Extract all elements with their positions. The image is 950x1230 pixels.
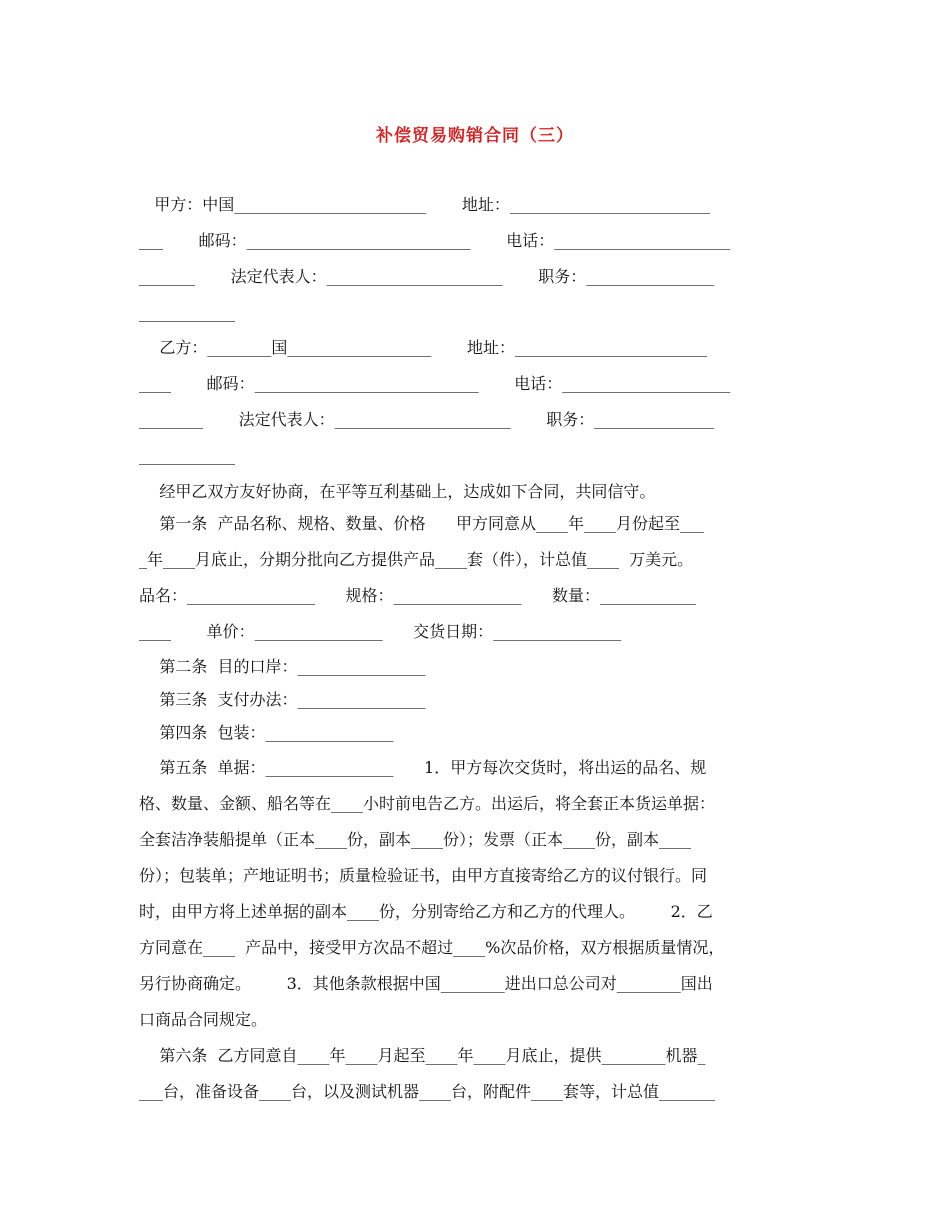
article-5-line-8: 口商品合同规定。	[139, 1010, 268, 1029]
article-6-line-2: ___台，准备设备____台，以及测试机器____台，附配件____套等，计总值_______	[139, 1082, 716, 1101]
party-a-line-4: ____________	[139, 303, 235, 322]
preamble: 经甲乙双方友好协商，在平等互利基础上，达成如下合同，共同信守。	[139, 482, 656, 501]
article-5-line-5: 时，由甲方将上述单据的副本____份，分别寄给乙方和乙方的代理人。 2．乙	[139, 902, 713, 921]
party-a-line-2: ___ 邮码：____________________________ 电话：______________________	[139, 231, 731, 250]
party-b-line-1: 乙方：________国__________________ 地址：________________________	[139, 338, 707, 357]
article-5-line-2: 格、数量、金额、船名等在____小时前电告乙方。出运后，将全套正本货运单据：	[139, 794, 716, 813]
article-1-line-1: 第一条 产品名称、规格、数量、价格 甲方同意从____年____月份起至___	[139, 514, 705, 533]
article-5-line-6: 方同意在____ 产品中，接受甲方次品不超过____%次品价格，双方根据质量情况，	[139, 938, 725, 957]
article-5-line-1: 第五条 单据：________________ 1．甲方每次交货时，将出运的品名、规	[139, 758, 707, 777]
party-b-line-4: ____________	[139, 446, 235, 465]
article-5-line-4: 份）；包装单；产地证明书；质量检验证书，由甲方直接寄给乙方的议付银行。同	[139, 866, 708, 885]
article-5-line-3: 全套洁净装船提单（正本____份，副本____份）；发票（正本____份，副本____	[139, 830, 692, 849]
article-1-line-2: _年____月底止，分期分批向乙方提供产品____套（件），计总值____ 万美元。	[139, 550, 694, 569]
article-3: 第三条 支付办法：________________	[139, 690, 426, 709]
article-1-line-4: ____ 单价：________________ 交货日期：________________	[139, 622, 622, 641]
article-6-line-1: 第六条 乙方同意自____年____月起至____年____月底止，提供________机器_	[139, 1046, 706, 1065]
party-b-line-3: ________ 法定代表人：______________________ 职务：_______________	[139, 410, 715, 429]
party-b-line-2: ____ 邮码：____________________________ 电话：_____________________	[139, 374, 731, 393]
party-a-line-3: _______ 法定代表人：______________________ 职务：________________	[139, 267, 715, 286]
document-title: 补偿贸易购销合同（三）	[376, 126, 574, 146]
article-1-line-3: 品名：________________ 规格：________________ 数量：____________	[139, 586, 697, 605]
party-a-line-1: 甲方：中国________________________ 地址：_________________________	[139, 195, 710, 214]
article-5-line-7: 另行协商确定。 3．其他条款根据中国________进出口总公司对________国出	[139, 974, 713, 993]
article-2: 第二条 目的口岸：________________	[139, 657, 426, 676]
article-4: 第四条 包装：________________	[139, 723, 394, 742]
